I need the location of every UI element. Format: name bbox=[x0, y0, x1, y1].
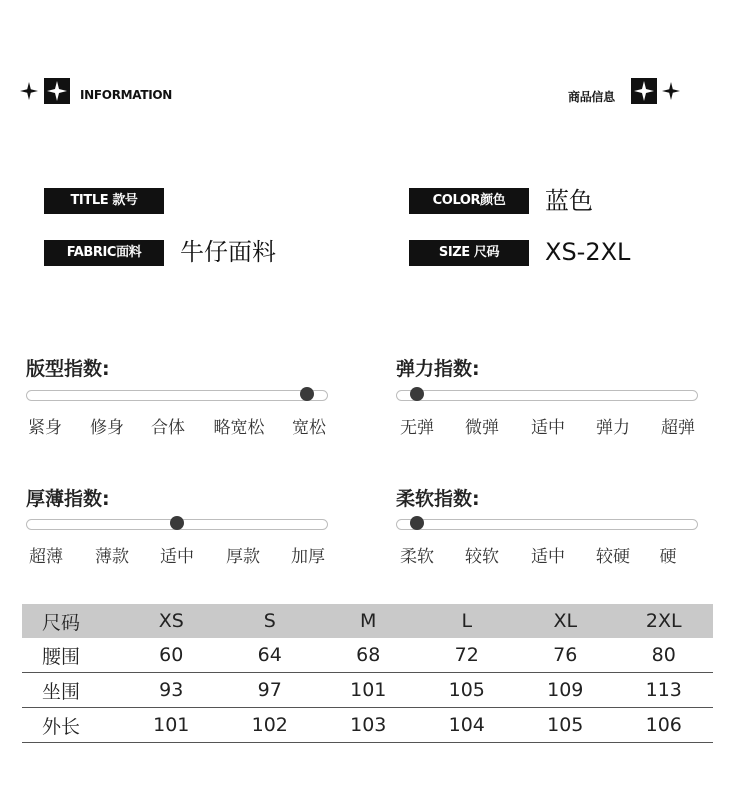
table-cell: 97 bbox=[257, 679, 282, 701]
table-cell: 腰围 bbox=[42, 645, 81, 668]
size-range-value: XS-2XL bbox=[545, 238, 631, 266]
table-cell: 105 bbox=[547, 714, 584, 736]
size-tag: SIZE 尺码 bbox=[409, 240, 529, 266]
size-header-cell: XS bbox=[158, 610, 184, 632]
softness-index-knob bbox=[410, 516, 424, 530]
sparkle-icon bbox=[662, 82, 680, 100]
sparkle-icon bbox=[20, 82, 38, 100]
table-cell: 109 bbox=[547, 679, 584, 701]
table-cell: 102 bbox=[251, 714, 288, 736]
color-value: 蓝色 bbox=[545, 187, 593, 215]
table-cell: 103 bbox=[350, 714, 387, 736]
elasticity-index-knob bbox=[410, 387, 424, 401]
fit-index-label: 修身 bbox=[90, 418, 124, 438]
fabric-tag: FABRIC面料 bbox=[44, 240, 164, 266]
size-header-cell: 2XL bbox=[645, 610, 682, 632]
thickness-index-label: 薄款 bbox=[95, 547, 129, 567]
table-row bbox=[22, 708, 713, 743]
boxed-sparkle-icon bbox=[44, 78, 70, 104]
softness-index-track bbox=[396, 519, 698, 530]
product-info-heading: 商品信息 bbox=[568, 90, 615, 104]
elasticity-index-label: 适中 bbox=[531, 418, 565, 438]
thickness-index-label: 适中 bbox=[160, 547, 194, 567]
thickness-index-knob bbox=[170, 516, 184, 530]
size-header-cell: 尺码 bbox=[42, 611, 81, 634]
fabric-value: 牛仔面料 bbox=[180, 238, 276, 266]
elasticity-index-label: 弹力 bbox=[596, 418, 630, 438]
title-tag: TITLE 款号 bbox=[44, 188, 164, 214]
fit-index-title: 版型指数: bbox=[26, 358, 110, 380]
fit-index-label: 略宽松 bbox=[213, 418, 265, 438]
table-cell: 72 bbox=[454, 644, 479, 666]
softness-index-label: 柔软 bbox=[400, 547, 434, 567]
size-table-header-row bbox=[22, 604, 713, 638]
elasticity-index-label: 超弹 bbox=[661, 418, 695, 438]
softness-index-label: 硬 bbox=[659, 547, 677, 567]
table-cell: 坐围 bbox=[42, 680, 81, 703]
elasticity-index-label: 无弹 bbox=[400, 418, 434, 438]
thickness-index-track bbox=[26, 519, 328, 530]
table-cell: 106 bbox=[645, 714, 682, 736]
thickness-index-title: 厚薄指数: bbox=[26, 488, 110, 510]
size-header-cell: S bbox=[263, 610, 276, 632]
information-heading: INFORMATION bbox=[80, 88, 173, 102]
fit-index-label: 合体 bbox=[151, 418, 185, 438]
table-cell: 60 bbox=[159, 644, 184, 666]
table-cell: 76 bbox=[553, 644, 578, 666]
thickness-index-label: 加厚 bbox=[291, 547, 325, 567]
fit-index-label: 宽松 bbox=[292, 418, 326, 438]
softness-index-label: 较硬 bbox=[596, 547, 630, 567]
table-cell: 68 bbox=[356, 644, 381, 666]
softness-index-label: 较软 bbox=[465, 547, 499, 567]
table-cell: 64 bbox=[257, 644, 282, 666]
boxed-sparkle-icon bbox=[631, 78, 657, 104]
size-header-cell: L bbox=[461, 610, 473, 632]
table-row bbox=[22, 638, 713, 673]
table-cell: 104 bbox=[448, 714, 485, 736]
thickness-index-label: 超薄 bbox=[29, 547, 63, 567]
table-cell: 93 bbox=[159, 679, 184, 701]
table-cell: 80 bbox=[651, 644, 676, 666]
table-cell: 113 bbox=[645, 679, 682, 701]
color-tag: COLOR颜色 bbox=[409, 188, 529, 214]
size-header-cell: XL bbox=[553, 610, 578, 632]
thickness-index-label: 厚款 bbox=[226, 547, 260, 567]
fit-index-knob bbox=[300, 387, 314, 401]
fit-index-track bbox=[26, 390, 328, 401]
table-cell: 105 bbox=[448, 679, 485, 701]
softness-index-title: 柔软指数: bbox=[396, 488, 480, 510]
elasticity-index-label: 微弹 bbox=[465, 418, 499, 438]
elasticity-index-track bbox=[396, 390, 698, 401]
elasticity-index-title: 弹力指数: bbox=[396, 358, 480, 380]
table-cell: 101 bbox=[350, 679, 387, 701]
softness-index-label: 适中 bbox=[531, 547, 565, 567]
size-header-cell: M bbox=[360, 610, 377, 632]
table-cell: 101 bbox=[153, 714, 190, 736]
table-row bbox=[22, 673, 713, 708]
size-table bbox=[22, 604, 713, 743]
table-cell: 外长 bbox=[42, 715, 81, 738]
fit-index-label: 紧身 bbox=[28, 418, 62, 438]
